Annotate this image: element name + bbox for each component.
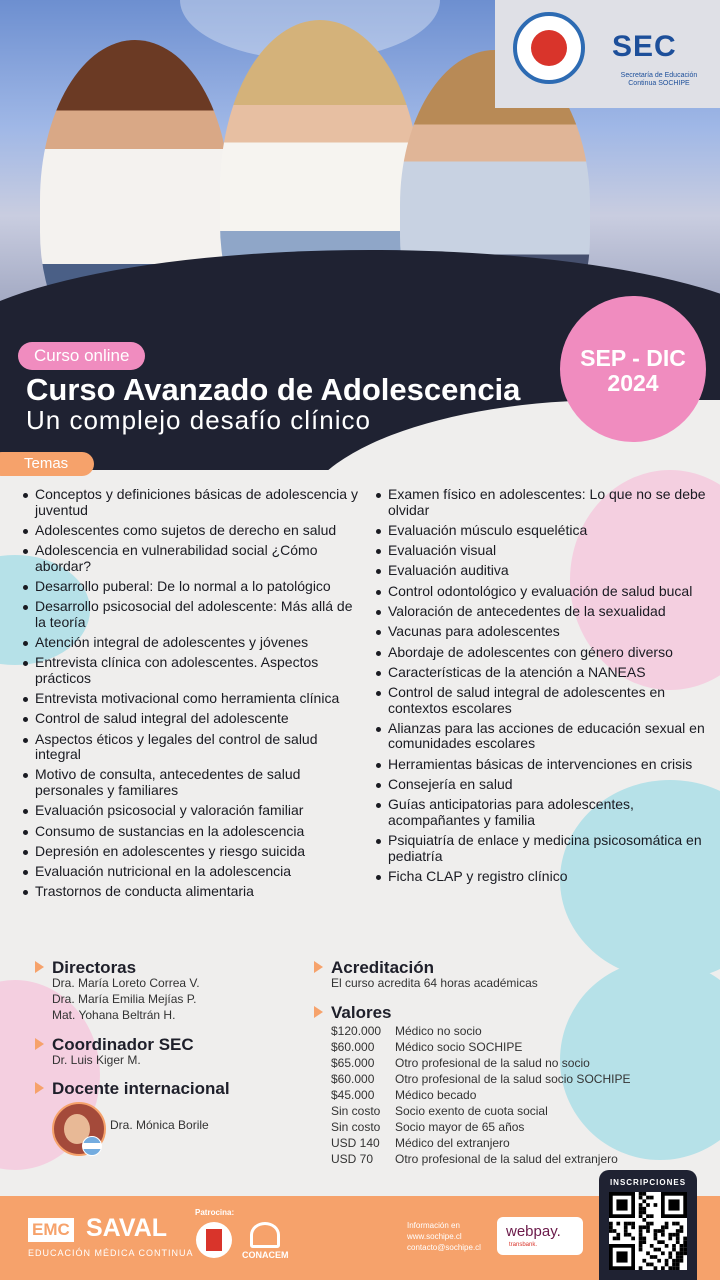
qr-module bbox=[642, 1225, 646, 1229]
qr-module bbox=[680, 1259, 684, 1263]
price-row bbox=[331, 1072, 630, 1086]
price-row bbox=[331, 1088, 476, 1102]
qr-module bbox=[676, 1233, 680, 1237]
topic-item: Entrevista clínica con adolescentes. Aspectos prácticos bbox=[23, 655, 363, 686]
qr-module bbox=[668, 1251, 672, 1255]
qr-module bbox=[683, 1240, 687, 1244]
topic-item: Consumo de sustancias en la adolescencia bbox=[23, 824, 363, 840]
qr-module bbox=[680, 1251, 684, 1255]
topic-item: Psiquiatría de enlace y medicina psicosomática en pediatría bbox=[376, 833, 716, 864]
qr-module bbox=[665, 1244, 669, 1248]
director-name: Dra. María Loreto Correa V. bbox=[52, 976, 200, 990]
qr-module bbox=[639, 1229, 643, 1233]
qr-module bbox=[672, 1266, 676, 1270]
price-amount: USD 140 bbox=[331, 1136, 380, 1150]
qr-module bbox=[680, 1225, 684, 1229]
qr-module bbox=[646, 1196, 650, 1200]
qr-module bbox=[646, 1251, 650, 1255]
qr-module bbox=[631, 1222, 635, 1226]
course-type-badge: Curso online bbox=[18, 342, 145, 370]
webpay-logo-text: webpay. bbox=[506, 1223, 561, 1240]
qr-module bbox=[639, 1266, 643, 1270]
qr-module bbox=[668, 1199, 679, 1210]
qr-module bbox=[642, 1259, 646, 1263]
price-description: Médico no socio bbox=[395, 1024, 482, 1038]
price-row bbox=[331, 1024, 482, 1038]
qr-module bbox=[676, 1255, 680, 1259]
qr-module bbox=[613, 1237, 617, 1241]
topic-item: Depresión en adolescentes y riesgo suicida bbox=[23, 844, 363, 860]
price-amount: $45.000 bbox=[331, 1088, 375, 1102]
qr-module bbox=[639, 1203, 643, 1207]
qr-module bbox=[683, 1237, 687, 1241]
accreditation-heading: Acreditación bbox=[331, 958, 434, 977]
qr-module bbox=[650, 1255, 654, 1259]
price-row bbox=[331, 1104, 548, 1118]
course-title: Curso Avanzado de Adolescencia bbox=[26, 372, 521, 407]
topic-item: Control odontológico y evaluación de salud bucal bbox=[376, 584, 716, 600]
qr-module bbox=[661, 1225, 665, 1229]
qr-module bbox=[680, 1255, 684, 1259]
qr-module bbox=[642, 1192, 646, 1196]
qr-module bbox=[642, 1218, 646, 1222]
price-amount: Sin costo bbox=[331, 1104, 381, 1118]
price-row bbox=[331, 1040, 522, 1054]
topic-item: Trastornos de conducta alimentaria bbox=[23, 884, 363, 900]
topic-item: Desarrollo psicosocial del adolescente: Más allá de la teoría bbox=[23, 599, 363, 630]
accreditation-text: El curso acredita 64 horas académicas bbox=[331, 976, 538, 990]
director-name: Dra. María Emilia Mejías P. bbox=[52, 992, 197, 1006]
qr-module bbox=[609, 1229, 613, 1233]
qr-module bbox=[650, 1244, 654, 1248]
qr-module bbox=[654, 1255, 658, 1259]
qr-module bbox=[661, 1229, 665, 1233]
price-description: Otro profesional de la salud no socio bbox=[395, 1056, 590, 1070]
qr-module bbox=[639, 1225, 643, 1229]
qr-module bbox=[683, 1248, 687, 1252]
qr-module bbox=[683, 1251, 687, 1255]
sochipe-emblem-icon bbox=[531, 30, 567, 66]
qr-module bbox=[654, 1229, 658, 1233]
qr-module bbox=[661, 1251, 665, 1255]
course-dates-year: 2024 bbox=[607, 370, 659, 396]
qr-module bbox=[676, 1222, 680, 1226]
topics-list-left bbox=[23, 487, 363, 905]
qr-module bbox=[676, 1240, 680, 1244]
qr-module bbox=[628, 1222, 632, 1226]
prices-heading: Valores bbox=[331, 1003, 392, 1022]
arrow-icon bbox=[314, 961, 323, 973]
qr-module bbox=[672, 1233, 676, 1237]
qr-module bbox=[624, 1229, 628, 1233]
qr-module bbox=[672, 1222, 676, 1226]
coordinator-name: Dr. Luis Kiger M. bbox=[52, 1053, 141, 1067]
conacem-logo-text: CONACEM bbox=[242, 1250, 289, 1260]
price-description: Médico socio SOCHIPE bbox=[395, 1040, 523, 1054]
contact-label: Información en bbox=[407, 1221, 460, 1230]
qr-module bbox=[646, 1229, 650, 1233]
arrow-icon bbox=[35, 1038, 44, 1050]
topic-item: Valoración de antecedentes de la sexualidad bbox=[376, 604, 716, 620]
price-description: Otro profesional de la salud socio SOCHIPE bbox=[395, 1072, 631, 1086]
topic-item: Herramientas básicas de intervenciones en crisis bbox=[376, 757, 716, 773]
argentina-flag-icon bbox=[82, 1136, 102, 1156]
topics-label: Temas bbox=[0, 452, 94, 476]
price-amount: USD 70 bbox=[331, 1152, 374, 1166]
topic-item: Atención integral de adolescentes y jóvenes bbox=[23, 635, 363, 651]
qr-module bbox=[661, 1240, 665, 1244]
qr-module bbox=[639, 1211, 643, 1215]
price-amount: $60.000 bbox=[331, 1072, 375, 1086]
qr-module bbox=[654, 1233, 658, 1237]
price-description: Socio mayor de 65 años bbox=[395, 1120, 525, 1134]
qr-module bbox=[639, 1196, 643, 1200]
qr-module bbox=[676, 1263, 680, 1267]
qr-module bbox=[654, 1203, 658, 1207]
qr-module bbox=[650, 1222, 654, 1226]
qr-module bbox=[676, 1251, 680, 1255]
topic-item: Vacunas para adolescentes bbox=[376, 624, 716, 640]
qr-module bbox=[639, 1214, 643, 1218]
international-teacher-heading: Docente internacional bbox=[52, 1079, 230, 1098]
qr-module bbox=[661, 1266, 665, 1270]
registration-label: INSCRIPCIONES bbox=[609, 1178, 687, 1187]
qr-module bbox=[646, 1225, 650, 1229]
topic-item: Entrevista motivacional como herramienta clínica bbox=[23, 691, 363, 707]
price-description: Médico del extranjero bbox=[395, 1136, 510, 1150]
qr-module bbox=[672, 1248, 676, 1252]
price-amount: $65.000 bbox=[331, 1056, 375, 1070]
qr-module bbox=[650, 1196, 654, 1200]
qr-module bbox=[631, 1237, 635, 1241]
director-name: Mat. Yohana Beltrán H. bbox=[52, 1008, 176, 1022]
course-subtitle: Un complejo desafío clínico bbox=[26, 405, 371, 435]
price-amount: Sin costo bbox=[331, 1120, 381, 1134]
qr-module bbox=[631, 1225, 635, 1229]
qr-module bbox=[668, 1237, 672, 1241]
qr-module bbox=[646, 1203, 650, 1207]
topic-item: Control de salud integral del adolescente bbox=[23, 711, 363, 727]
qr-module bbox=[676, 1266, 680, 1270]
qr-module bbox=[680, 1244, 684, 1248]
qr-module bbox=[639, 1207, 643, 1211]
arrow-icon bbox=[35, 961, 44, 973]
price-amount: $120.000 bbox=[331, 1024, 382, 1038]
qr-module bbox=[668, 1233, 672, 1237]
qr-module bbox=[657, 1229, 661, 1233]
qr-module bbox=[609, 1222, 613, 1226]
qr-module bbox=[639, 1248, 643, 1252]
qr-module bbox=[609, 1225, 613, 1229]
price-row bbox=[331, 1056, 590, 1070]
topic-item: Evaluación auditiva bbox=[376, 563, 716, 579]
qr-module bbox=[654, 1237, 658, 1241]
qr-module bbox=[624, 1225, 628, 1229]
qr-module bbox=[616, 1233, 620, 1237]
qr-module bbox=[676, 1237, 680, 1241]
qr-module bbox=[646, 1263, 650, 1267]
qr-module bbox=[616, 1237, 620, 1241]
registration-qr-code[interactable] bbox=[609, 1192, 687, 1270]
price-row bbox=[331, 1120, 524, 1134]
topic-item: Adolescentes como sujetos de derecho en salud bbox=[23, 523, 363, 539]
qr-module bbox=[642, 1211, 646, 1215]
topic-item: Aspectos éticos y legales del control de salud integral bbox=[23, 732, 363, 763]
topic-item: Evaluación visual bbox=[376, 543, 716, 559]
transbank-logo-text: transbank. bbox=[509, 1242, 538, 1248]
qr-module bbox=[657, 1259, 661, 1263]
qr-module bbox=[642, 1207, 646, 1211]
qr-module bbox=[616, 1222, 620, 1226]
topic-item: Control de salud integral de adolescentes en contextos escolares bbox=[376, 685, 716, 716]
contact-info bbox=[407, 1220, 481, 1253]
course-dates bbox=[560, 346, 706, 396]
price-row bbox=[331, 1136, 510, 1150]
qr-module bbox=[661, 1233, 665, 1237]
topic-item: Evaluación psicosocial y valoración familiar bbox=[23, 803, 363, 819]
qr-module bbox=[680, 1229, 684, 1233]
price-amount: $60.000 bbox=[331, 1040, 375, 1054]
topics-list-right bbox=[376, 487, 716, 889]
price-description: Socio exento de cuota social bbox=[395, 1104, 548, 1118]
qr-module bbox=[654, 1266, 658, 1270]
qr-module bbox=[665, 1222, 669, 1226]
qr-module bbox=[676, 1229, 680, 1233]
qr-module bbox=[646, 1214, 650, 1218]
conacem-logo-icon bbox=[250, 1222, 280, 1248]
qr-module bbox=[676, 1259, 680, 1263]
topic-item: Alianzas para las acciones de educación sexual en comunidades escolares bbox=[376, 721, 716, 752]
directors-list bbox=[52, 975, 200, 1023]
topic-item: Adolescencia en vulnerabilidad social ¿Cómo abordar? bbox=[23, 543, 363, 574]
qr-module bbox=[639, 1192, 643, 1196]
qr-module bbox=[657, 1248, 661, 1252]
qr-module bbox=[672, 1244, 676, 1248]
qr-module bbox=[639, 1240, 643, 1244]
arrow-icon bbox=[314, 1006, 323, 1018]
email-link[interactable]: contacto@sochipe.cl bbox=[407, 1243, 481, 1252]
price-row bbox=[331, 1152, 618, 1166]
qr-module bbox=[628, 1233, 632, 1237]
qr-module bbox=[642, 1199, 646, 1203]
price-description: Médico becado bbox=[395, 1088, 477, 1102]
qr-module bbox=[665, 1263, 669, 1267]
topic-item: Evaluación músculo esquelética bbox=[376, 523, 716, 539]
topic-item: Conceptos y definiciones básicas de adolescencia y juventud bbox=[23, 487, 363, 518]
course-dates-months: SEP - DIC bbox=[580, 345, 686, 371]
qr-module bbox=[668, 1255, 672, 1259]
qr-module bbox=[650, 1263, 654, 1267]
qr-module bbox=[668, 1266, 672, 1270]
saval-logo: SAVAL bbox=[86, 1214, 168, 1242]
qr-module bbox=[642, 1237, 646, 1241]
topic-item: Abordaje de adolescentes con género diverso bbox=[376, 645, 716, 661]
colegio-medico-emblem-icon bbox=[206, 1229, 222, 1251]
qr-module bbox=[672, 1263, 676, 1267]
topic-item: Desarrollo puberal: De lo normal a lo patológico bbox=[23, 579, 363, 595]
topic-item: Evaluación nutricional en la adolescencia bbox=[23, 864, 363, 880]
topic-item: Examen físico en adolescentes: Lo que no se debe olvidar bbox=[376, 487, 716, 518]
topic-item: Consejería en salud bbox=[376, 777, 716, 793]
sec-logo-subtitle: Secretaría de Educación Continua SOCHIPE bbox=[620, 72, 698, 87]
qr-module bbox=[613, 1229, 617, 1233]
qr-module bbox=[639, 1233, 643, 1237]
arrow-icon bbox=[35, 1082, 44, 1094]
qr-module bbox=[654, 1248, 658, 1252]
qr-module bbox=[665, 1259, 669, 1263]
qr-module bbox=[657, 1240, 661, 1244]
topic-item: Guías anticipatorias para adolescentes, acompañantes y familia bbox=[376, 797, 716, 828]
sponsor-label: Patrocina: bbox=[195, 1208, 235, 1217]
qr-module bbox=[624, 1233, 628, 1237]
qr-module bbox=[616, 1199, 627, 1210]
teacher-name: Dra. Mónica Borile bbox=[110, 1118, 209, 1132]
directors-heading: Directoras bbox=[52, 958, 137, 977]
qr-module bbox=[683, 1244, 687, 1248]
qr-module bbox=[642, 1240, 646, 1244]
qr-module bbox=[665, 1225, 669, 1229]
qr-module bbox=[616, 1251, 627, 1262]
qr-module bbox=[639, 1244, 643, 1248]
qr-module bbox=[639, 1237, 643, 1241]
qr-module bbox=[650, 1214, 654, 1218]
qr-module bbox=[624, 1222, 628, 1226]
emc-tagline: EDUCACIÓN MÉDICA CONTINUA bbox=[28, 1248, 194, 1258]
website-link[interactable]: www.sochipe.cl bbox=[407, 1232, 462, 1241]
coordinator-heading: Coordinador SEC bbox=[52, 1035, 194, 1054]
sec-logo-text: SEC bbox=[612, 30, 677, 63]
topic-item: Motivo de consulta, antecedentes de salud personales y familiares bbox=[23, 767, 363, 798]
emc-logo: EMC bbox=[28, 1218, 74, 1242]
qr-module bbox=[680, 1248, 684, 1252]
qr-module bbox=[646, 1222, 650, 1226]
topic-item: Ficha CLAP y registro clínico bbox=[376, 869, 716, 885]
price-description: Otro profesional de la salud del extranjero bbox=[395, 1152, 618, 1166]
qr-module bbox=[672, 1259, 676, 1263]
topic-item: Características de la atención a NANEAS bbox=[376, 665, 716, 681]
